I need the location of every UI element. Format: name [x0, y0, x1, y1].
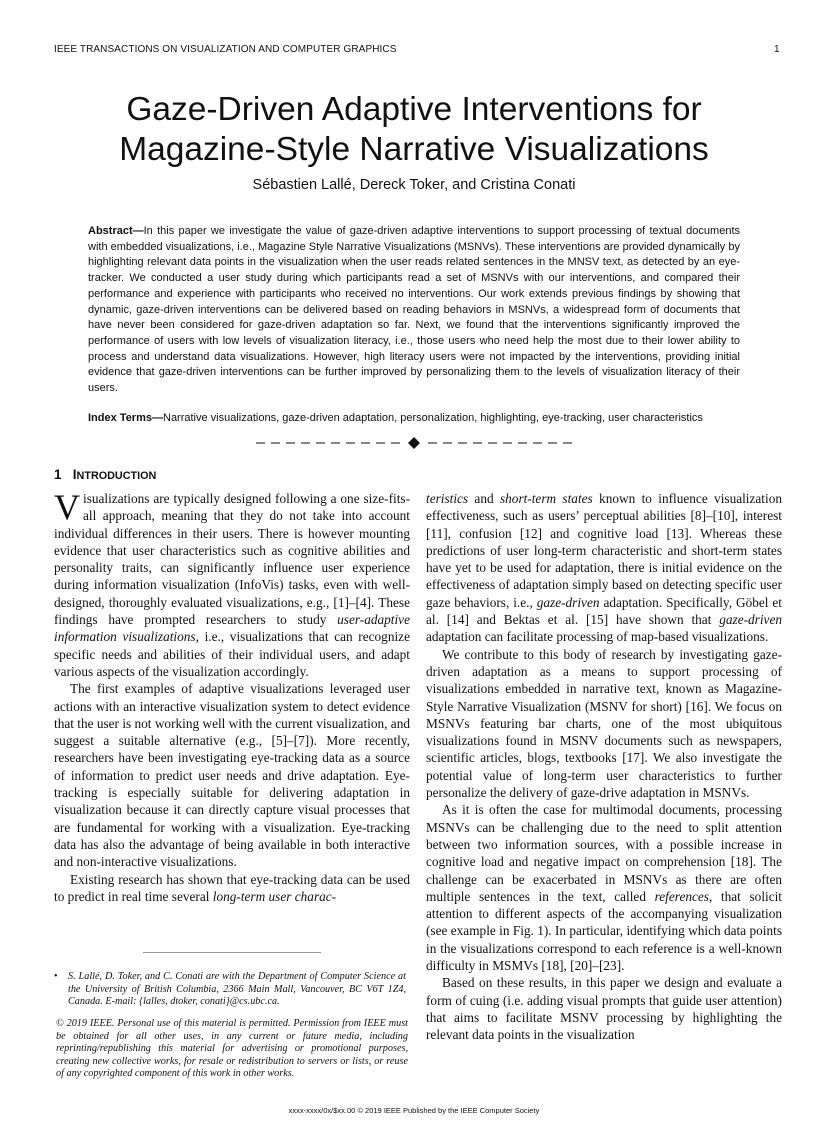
- divider-diamond-icon: [408, 437, 420, 449]
- bullet-icon: •: [54, 971, 58, 982]
- abstract-text: In this paper we investigate the value of gaze-driven adaptive interventions to support processing of textual documents with embedded visualizations, i.e., Magazine Style Narrative Visualizations (MSNVs). These interventions are provided dynamically by highlighting relevant data points in the visualization when the user reads related sentences in the MNSV text, as detected by an eye-tracker. We conducted a user study during which participants read a set of MSNVs with our interventions, and compared their performance and experience with participants who received no interventions. Our work extends previous findings by showing that dynamic, gaze-driven interventions can be delivered based on reading behaviors in MSNVs, a widespread form of documents that have never been considered for gaze-driven adaptation so far. Next, we found that the interventions significantly improved the performance of users with low levels of visualization literacy, i.e., those users who need help the most due to their lower ability to process and understand data visualizations. However, high literacy users were not impacted by the interventions, providing initial evidence that gaze-driven interventions can be further improved by personalizing them to the levels of visualization literacy of their users.: [88, 225, 740, 395]
- section-divider: [256, 436, 572, 450]
- paragraph-text: As it is often the case for multimodal documents, processing MSNVs can be challenging due to the need to split attention between two information sources, with a possible increase in cognitive load and negative impact on comprehension [18]. The challenge can be exacerbated in MSNVs as there are often multiple sentences in the text, called: [426, 802, 782, 904]
- index-terms-text: Narrative visualizations, gaze-driven adaptation, personalization, highlighting, eye-tracking, user characteristics: [163, 412, 703, 424]
- emphasis: user-adaptive information visualizations,: [54, 612, 410, 645]
- title-line-2: Magazine-Style Narrative Visualizations: [119, 131, 709, 168]
- paragraph: [426, 490, 782, 646]
- paragraph: The first examples of adaptive visualizations leveraged user actions with an interactive visualization system to detect evidence that the user is not working well with the current visualization, and suggest a suitable alternative (e.g., [5]–[7]). More recently, researchers have been investigating eye-tracking data as a source of information to predict user needs and drive adaptation. Eye-tracking is especially suitable for delivering adaptation in visualization because it can directly capture visual processes that are fundamental for working with a visualization. Eye-tracking data has also the advantage of being available in both interactive and non-interactive visualizations.: [54, 681, 410, 870]
- left-column: [54, 487, 410, 905]
- paragraph-text: , that solicit attention to different aspects of the accompanying visualization (see example in Fig. 1). In particular, identifying which data points in the visualizations correspond to each reference is a well-known difficulty in MSMVs [18], [20]–[23].: [426, 888, 782, 974]
- paragraph: [54, 871, 410, 906]
- emphasis: long-term user charac-: [212, 888, 337, 904]
- abstract: [88, 224, 740, 397]
- paragraph: [54, 487, 410, 680]
- emphasis: short-term states: [499, 491, 593, 506]
- section-heading: [54, 467, 156, 482]
- section-title-initial: I: [72, 467, 77, 482]
- paragraph: [426, 801, 782, 974]
- footnote-rule: [143, 952, 321, 953]
- paragraph-text: Existing research has shown that eye-tracking data can be used to predict in real time several: [54, 871, 410, 904]
- abstract-label: Abstract—: [88, 225, 144, 237]
- emphasis: references: [654, 888, 709, 904]
- paragraph: We contribute to this body of research by investigating gaze-driven adaptation as a means to support processing of visualizations embedded in narrative text, known as Magazine-Style Narrative Visualization (MSNV for short) [16]. We focus on MSNVs featuring bar charts, one of the most ubiquitous visualizations found in MSNV documents such as newspapers, scientific articles, blogs, textbooks [17]. We also investigate the potential value of long-term user characteristics to further personalize the delivery of gaze-drive adaptation in MSNVs.: [426, 646, 782, 801]
- paper-title: [40, 90, 788, 170]
- paragraph-text: adaptation. Specifically, Göbel et al. [14] and Bektas et al. [15] have shown that: [426, 594, 782, 628]
- footnote-affiliation: [54, 971, 406, 1009]
- authors: Sébastien Lallé, Dereck Toker, and Cristina Conati: [252, 177, 576, 193]
- title-line-1: Gaze-Driven Adaptive Interventions for: [126, 91, 702, 128]
- paragraph: Based on these results, in this paper we design and evaluate a form of cuing (i.e. adding visual prompts that guide user attention) that aims to facilitate MSNV processing by highlighting the relevant data points in the visualization: [426, 975, 782, 1043]
- running-head: IEEE TRANSACTIONS ON VISUALIZATION AND COMPUTER GRAPHICS: [54, 44, 397, 55]
- emphasis: teristics: [426, 491, 469, 506]
- paragraph-text: i.e., visualizations that can recognize specific needs and abilities of their individual users, and adapt various aspects of the visualization accordingly.: [54, 629, 410, 679]
- index-terms-label: Index Terms—: [88, 412, 163, 424]
- section-number: 1: [54, 467, 62, 482]
- index-terms: [88, 411, 778, 427]
- paragraph-text: adaptation can facilitate processing of map-based visualizations.: [426, 629, 769, 645]
- paragraph-text: and: [468, 491, 500, 506]
- section-title-rest: NTRODUCTION: [76, 470, 157, 482]
- page-number: 1: [774, 44, 780, 55]
- emphasis: gaze-driven: [719, 612, 782, 628]
- footnote-copyright: © 2019 IEEE. Personal use of this material is permitted. Permission from IEEE must be obtained for all other uses, in any current or future media, including reprinting/republishing this material for advertising or promotional purposes, creating new collective works, for resale or redistribution to servers or lists, or reuse of any copyrighted component of this work in other works.: [56, 1018, 408, 1080]
- paragraph-text: isualizations are typically designed following a one size-fits-all approach, meaning that they do not take into account individual differences in their users. There is however mounting evidence that user characteristics such as cognitive abilities and personality traits, can significantly influence user experience during information visualization (InfoVis) tasks, even with well-designed, thoroughly evaluated visualizations, e.g., [1]–[4]. These findings have prompted researchers to study: [54, 491, 410, 628]
- page-footer: xxxx-xxxx/0x/$xx.00 © 2019 IEEE Published by the IEEE Computer Society: [288, 1106, 540, 1115]
- paragraph-text: known to influence visualization effectiveness, such as users’ perceptual abilities [8]–[10], interest [11], confusion [12] and cognitive load [13]. Whereas these predictions of user long-term characteristic and short-term states have yet to be used for adaptation, there is initial evidence on the effectiveness of adaptation simply based on detecting specific user gaze behaviors, i.e.,: [426, 491, 782, 610]
- emphasis: gaze-driven: [536, 594, 600, 610]
- drop-cap: V: [54, 487, 80, 527]
- right-column: [426, 490, 782, 1044]
- footnote-text: S. Lallé, D. Toker, and C. Conati are with the Department of Computer Science at the University of British Columbia, 2366 Main Mall, Vancouver, BC V6T 1Z4, Canada. E-mail: {lalles, dtoker, conati}@cs.ubc.ca.: [68, 971, 406, 1008]
